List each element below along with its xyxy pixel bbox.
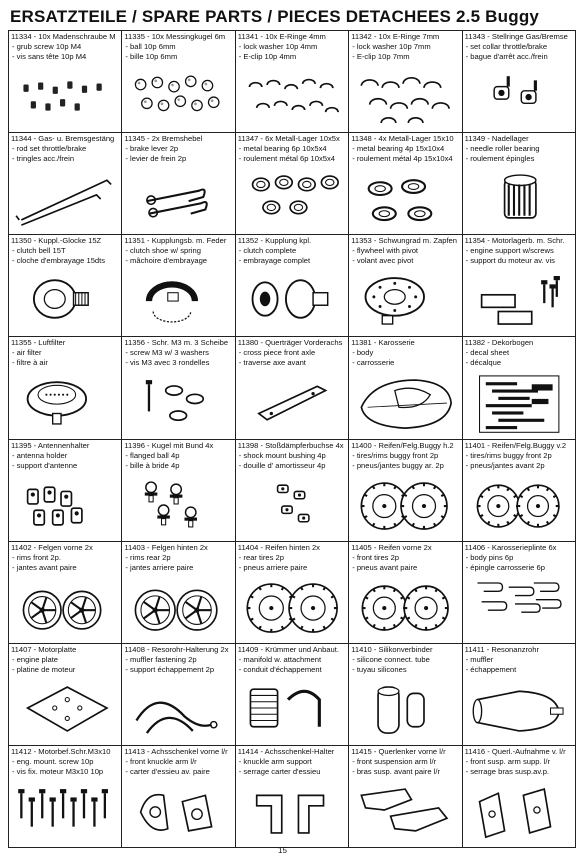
part-code: 11409 - Krümmer und Anbaut. (237, 644, 339, 654)
part-name-en: - front suspension arm l/r (352, 756, 437, 766)
screw-washers-icon (126, 371, 230, 435)
part-name-en: - front tires 2p (352, 552, 400, 562)
part-code: 11334 - 10x Madenschraube M (11, 32, 116, 41)
part-cell (9, 644, 122, 746)
knuckle-arm-icon (126, 780, 230, 844)
part-cell (236, 746, 349, 848)
part-name-en: - grub screw 10p M4 (12, 42, 82, 51)
part-cell (122, 31, 235, 133)
part-code: 11396 - Kugel mit Bund 4x (124, 440, 214, 450)
part-name-fr: - vis fix. moteur M3x10 10p (12, 766, 104, 776)
part-name-en: - knuckle arm support (238, 756, 312, 766)
part-name-fr: - bille 10p 6mm (125, 52, 178, 61)
e-clips-large-icon (353, 65, 457, 129)
front-tires-icon (353, 576, 457, 640)
body-shell-icon (353, 371, 457, 435)
bearings-large-icon (353, 167, 457, 231)
part-name-fr: - roulement métal 6p 10x5x4 (238, 154, 336, 164)
air-filter-icon (13, 371, 117, 435)
part-name-en: - engine plate (12, 654, 59, 664)
flanged-balls-icon (126, 474, 230, 538)
rims-front-icon (13, 576, 117, 640)
e-clips-small-icon (240, 65, 344, 129)
part-cell (122, 235, 235, 337)
part-name-fr: - pneus/jantes avant 2p (465, 460, 545, 470)
part-cell (236, 440, 349, 542)
part-name-en: - lock washer 10p 7mm (352, 42, 431, 51)
part-code: 11405 - Reifen vorne 2x (351, 542, 432, 552)
part-name-en: - engine support w/screws (465, 246, 554, 256)
engine-support-icon (467, 269, 571, 333)
part-cell (9, 235, 122, 337)
antenna-holder-icon (13, 474, 117, 538)
part-name-en: - metal bearing 4p 15x10x4 (352, 144, 445, 154)
part-name-en: - decal sheet (465, 348, 510, 358)
tires-rims-front-icon (467, 474, 571, 538)
part-code: 11353 - Schwungrad m. Zapfen (351, 236, 457, 246)
needle-bearing-icon (467, 167, 571, 231)
part-code: 11416 - Querl.-Aufnahme v. l/r (464, 746, 566, 756)
part-name-fr: - serrage carter d'essieu (238, 766, 321, 776)
part-cell (236, 337, 349, 439)
part-cell (349, 133, 462, 235)
part-code: 11412 - Motorbef.Schr.M3x10 (11, 746, 111, 756)
part-cell (349, 440, 462, 542)
part-code: 11410 - Silikonverbinder (351, 644, 433, 654)
part-code: 11400 - Reifen/Felg.Buggy h.2 (351, 440, 454, 450)
parts-grid (8, 30, 576, 848)
part-name-fr: - pneus avant paire (352, 562, 418, 572)
part-cell (463, 133, 576, 235)
decal-sheet-icon (467, 371, 571, 435)
part-name-en: - ball 10p 6mm (125, 42, 176, 51)
part-name-en: - rims front 2p. (12, 552, 61, 562)
part-name-en: - clutch complete (238, 246, 297, 256)
part-name-en: - body pins 6p (465, 552, 514, 562)
part-name-en: - rod set throttle/brake (12, 144, 87, 154)
part-code: 11350 - Kuppl.-Glocke 15Z (11, 236, 102, 246)
part-name-en: - front knuckle arm l/r (125, 756, 197, 766)
part-code: 11382 - Dekorbogen (464, 338, 534, 348)
part-name-fr: - tringles acc./frein (12, 154, 75, 164)
engine-plate-icon (13, 678, 117, 742)
part-name-fr: - levier de frein 2p (125, 154, 187, 164)
mount-screws-icon (13, 780, 117, 844)
part-code: 11348 - 4x Metall-Lager 15x10 (351, 134, 454, 144)
flywheel-icon (353, 269, 457, 333)
part-code: 11414 - Achsschenkel-Halter (237, 746, 335, 756)
tires-rims-icon (353, 474, 457, 538)
part-name-en: - shock mount bushing 4p (238, 450, 326, 460)
part-name-en: - flanged ball 4p (125, 450, 180, 460)
part-cell (463, 235, 576, 337)
rims-rear-icon (126, 576, 230, 640)
part-code: 11407 - Motorplatte (11, 644, 77, 654)
knuckle-support-icon (240, 780, 344, 844)
susp-arm-support-icon (467, 780, 571, 844)
clutch-shoe-icon (126, 269, 230, 333)
page-title: ERSATZTEILE / SPARE PARTS / PIECES DETACHEES 2.5 Buggy (10, 7, 540, 26)
part-code: 11406 - Karosserieplinte 6x (464, 542, 557, 552)
part-cell (463, 542, 576, 644)
part-code: 11351 - Kupplungsb. m. Feder (124, 236, 227, 246)
part-cell (236, 133, 349, 235)
part-name-en: - silicone connect. tube (352, 654, 430, 664)
part-name-fr: - platine de moteur (12, 664, 76, 674)
part-code: 11343 - Stellringe Gas/Bremse (464, 32, 568, 41)
part-name-en: - metal bearing 6p 10x5x4 (238, 144, 327, 154)
rear-tires-icon (240, 576, 344, 640)
suspension-arm-icon (353, 780, 457, 844)
part-cell (349, 746, 462, 848)
part-cell (349, 542, 462, 644)
part-name-en: - tires/rims buggy front 2p (352, 450, 439, 460)
part-name-fr: - vis M3 avec 3 rondelles (125, 358, 210, 368)
part-name-en: - eng. mount. screw 10p (12, 756, 94, 766)
part-name-en: - muffler (465, 654, 494, 664)
part-name-en: - cross piece front axle (238, 348, 316, 358)
manifold-icon (240, 678, 344, 742)
part-name-fr: - E-clip 10p 4mm (238, 52, 297, 61)
part-code: 11411 - Resonanzrohr (464, 644, 540, 654)
part-code: 11342 - 10x E-Ringe 7mm (351, 32, 440, 41)
part-cell (463, 644, 576, 746)
grub-screws-icon (13, 65, 117, 129)
part-cell (236, 31, 349, 133)
part-name-en: - clutch bell 15T (12, 246, 66, 256)
page-number: 15 (278, 846, 287, 855)
part-cell (463, 31, 576, 133)
part-name-fr: - bille à bride 4p (125, 460, 180, 470)
part-cell (349, 235, 462, 337)
part-name-fr: - échappement (465, 664, 517, 674)
part-name-fr: - jantes arriere paire (125, 562, 194, 572)
part-code: 11354 - Motorlagerb. m. Schr. (464, 236, 565, 246)
part-code: 11335 - 10x Messingkugel 6m (124, 32, 226, 41)
rod-set-icon (13, 167, 117, 231)
part-code: 11398 - Stoßdämpferbuchse 4x (237, 440, 344, 450)
part-code: 11404 - Reifen hinten 2x (237, 542, 320, 552)
part-cell (9, 746, 122, 848)
clutch-complete-icon (240, 269, 344, 333)
part-name-en: - clutch shoe w/ spring (125, 246, 201, 256)
part-cell (463, 440, 576, 542)
part-cell (236, 542, 349, 644)
part-cell (122, 133, 235, 235)
part-name-fr: - filtre à air (12, 358, 48, 368)
part-name-fr: - bras susp. avant paire l/r (352, 766, 440, 776)
part-cell (9, 31, 122, 133)
part-name-en: - screw M3 w/ 3 washers (125, 348, 209, 358)
part-name-fr: - vis sans tête 10p M4 (12, 52, 87, 61)
part-name-fr: - volant avec pivot (352, 256, 414, 266)
part-name-en: - needle roller bearing (465, 144, 540, 154)
silicone-tube-icon (353, 678, 457, 742)
muffler-fastening-icon (126, 678, 230, 742)
body-pins-icon (467, 576, 571, 640)
part-name-fr: - pneus arriere paire (238, 562, 308, 572)
part-name-fr: - épingle carrosserie 6p (465, 562, 545, 572)
part-name-en: - tires/rims buggy front 2p (465, 450, 552, 460)
brake-lever-icon (126, 167, 230, 231)
part-code: 11341 - 10x E-Ringe 4mm (237, 32, 326, 41)
part-code: 11413 - Achsschenkel vorne l/r (124, 746, 228, 756)
part-name-fr: - roulement épingles (465, 154, 535, 164)
part-name-fr: - roulement métal 4p 15x10x4 (352, 154, 453, 164)
part-name-fr: - douille d' amortisseur 4p (238, 460, 326, 470)
set-collars-icon (467, 65, 571, 129)
part-name-fr: - support du moteur av. vis (465, 256, 555, 266)
part-cell (9, 440, 122, 542)
part-name-fr: - embrayage complet (238, 256, 311, 266)
part-code: 11408 - Resorohr-Halterung 2x (124, 644, 229, 654)
brass-balls-icon (126, 65, 230, 129)
part-code: 11381 - Karosserie (351, 338, 415, 348)
part-cell (9, 337, 122, 439)
part-name-fr: - mâchoire d'embrayage (125, 256, 208, 266)
part-cell (122, 542, 235, 644)
part-cell (122, 644, 235, 746)
part-name-en: - manifold w. attachment (238, 654, 322, 664)
part-name-en: - air filter (12, 348, 42, 358)
part-cell (122, 746, 235, 848)
part-name-fr: - cloche d'embrayage 15dts (12, 256, 106, 266)
part-name-fr: - support d'antenne (12, 460, 78, 470)
part-cell (463, 337, 576, 439)
shock-bushings-icon (240, 474, 344, 538)
part-cell (349, 337, 462, 439)
part-name-fr: - E-clip 10p 7mm (352, 52, 410, 61)
part-code: 11356 - Schr. M3 m. 3 Scheibe (124, 338, 229, 348)
clutch-bell-icon (13, 269, 117, 333)
part-name-fr: - carrosserie (352, 358, 395, 368)
part-name-en: - brake lever 2p (125, 144, 179, 154)
part-name-en: - antenna holder (12, 450, 68, 460)
part-name-en: - rims rear 2p (125, 552, 171, 562)
part-name-en: - lock washer 10p 4mm (238, 42, 318, 51)
part-code: 11380 - Querträger Vorderachs (237, 338, 343, 348)
part-name-fr: - décalque (465, 358, 502, 368)
part-code: 11344 - Gas- u. Bremsgestäng (11, 134, 115, 144)
part-code: 11347 - 6x Metall-Lager 10x5x (237, 134, 340, 144)
part-code: 11402 - Felgen vorne 2x (11, 542, 93, 552)
part-code: 11352 - Kupplung kpl. (237, 236, 312, 246)
part-cell (349, 644, 462, 746)
part-cell (349, 31, 462, 133)
part-name-fr: - conduit d'échappement (238, 664, 322, 674)
part-code: 11345 - 2x Bremshebel (124, 134, 203, 144)
part-name-en: - front susp. arm supp. l/r (465, 756, 550, 766)
part-cell (122, 337, 235, 439)
part-code: 11355 - Luftfilter (11, 338, 66, 348)
part-cell (9, 133, 122, 235)
part-name-fr: - support échappement 2p (125, 664, 215, 674)
part-name-en: - set collar throttle/brake (465, 42, 548, 51)
part-name-fr: - traverse axe avant (238, 358, 306, 368)
part-code: 11403 - Felgen hinten 2x (124, 542, 208, 552)
part-name-en: - muffler fastening 2p (125, 654, 197, 664)
part-name-fr: - tuyau silicones (352, 664, 407, 674)
part-cell (122, 440, 235, 542)
part-name-en: - body (352, 348, 374, 358)
part-code: 11349 - Nadellager (464, 134, 529, 144)
part-name-en: - flywheel with pivot (352, 246, 419, 256)
muffler-icon (467, 678, 571, 742)
part-name-fr: - serrage bras susp.av.p. (465, 766, 550, 776)
part-code: 11415 - Querlenker vorne l/r (351, 746, 446, 756)
part-cell (463, 746, 576, 848)
part-name-en: - rear tires 2p (238, 552, 284, 562)
part-cell (236, 644, 349, 746)
part-cell (236, 235, 349, 337)
bearings-small-icon (240, 167, 344, 231)
part-name-fr: - jantes avant paire (12, 562, 77, 572)
part-name-fr: - pneus/jantes buggy ar. 2p (352, 460, 444, 470)
part-code: 11395 - Antennenhalter (11, 440, 90, 450)
part-name-fr: - bague d'arrêt acc./frein (465, 52, 548, 61)
part-cell (9, 542, 122, 644)
cross-piece-icon (240, 371, 344, 435)
part-code: 11401 - Reifen/Felg.Buggy v.2 (464, 440, 567, 450)
part-name-fr: - carter d'essieu av. paire (125, 766, 210, 776)
